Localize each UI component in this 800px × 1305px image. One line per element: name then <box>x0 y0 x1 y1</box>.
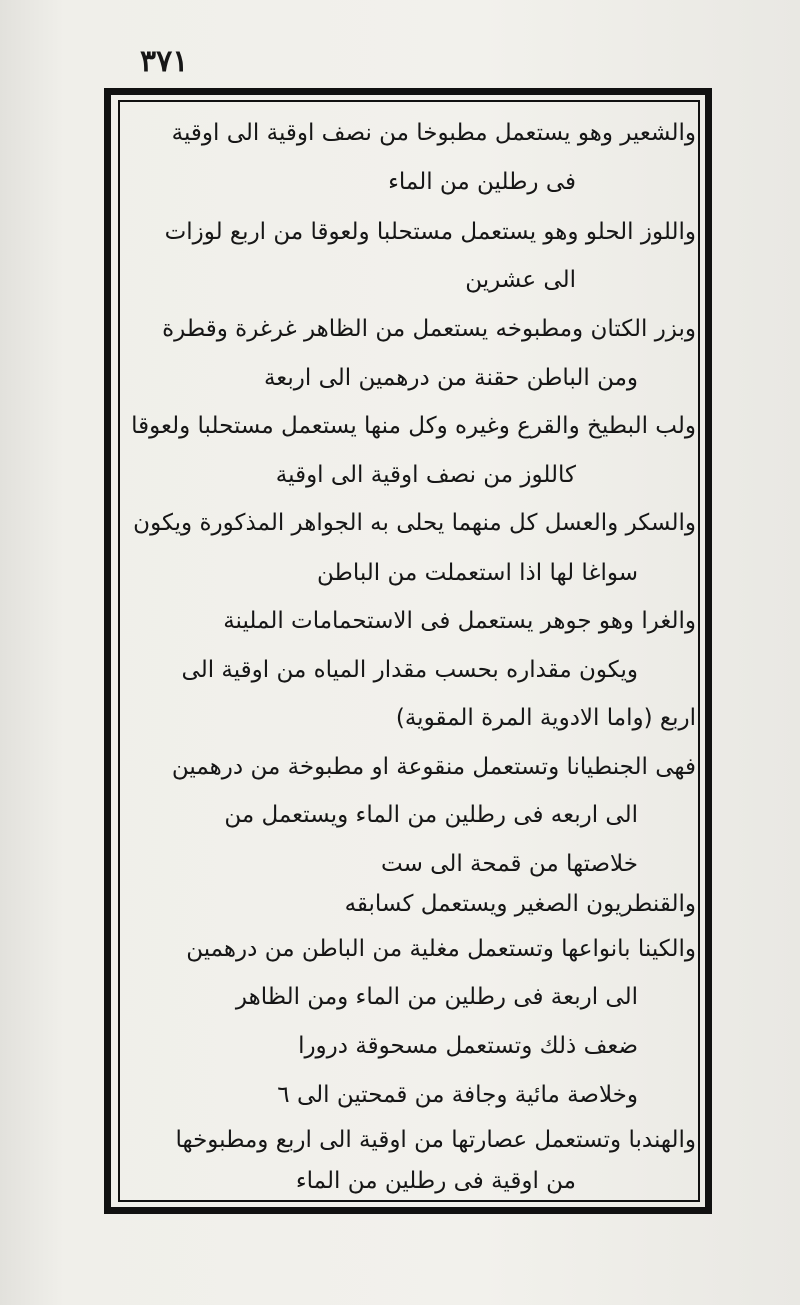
text-line: الى عشرين <box>465 267 576 293</box>
text-line: سواغا لها اذا استعملت من الباطن <box>317 560 638 586</box>
text-line: ولب البطيخ والقرع وغيره وكل منها يستعمل مستحلبا ولعوقا <box>131 413 696 439</box>
text-line: وخلاصة مائية وجافة من قمحتين الى ٦ <box>277 1082 638 1108</box>
text-line: والهندبا وتستعمل عصارتها من اوقية الى اربع ومطبوخها <box>175 1127 696 1153</box>
page-number: ٣٧١ <box>140 44 189 79</box>
text-line: والشعير وهو يستعمل مطبوخا من نصف اوقية الى اوقية <box>171 120 696 146</box>
text-line: والكينا بانواعها وتستعمل مغلية من الباطن من درهمين <box>186 936 696 962</box>
text-line: الى اربعة فى رطلين من الماء ومن الظاهر <box>235 984 638 1010</box>
text-line: والقنطريون الصغير ويستعمل كسابقه <box>344 891 696 917</box>
text-line: الى اربعه فى رطلين من الماء ويستعمل من <box>224 802 638 828</box>
text-line: فهى الجنطيانا وتستعمل منقوعة او مطبوخة من درهمين <box>171 754 696 780</box>
text-line: واللوز الحلو وهو يستعمل مستحلبا ولعوقا من اربع لوزات <box>164 219 696 245</box>
text-line: من اوقية فى رطلين من الماء <box>295 1168 576 1194</box>
text-line: وبزر الكتان ومطبوخه يستعمل من الظاهر غرغرة وقطرة <box>162 316 696 342</box>
text-line: كاللوز من نصف اوقية الى اوقية <box>275 462 576 488</box>
text-line: ويكون مقداره بحسب مقدار المياه من اوقية الى <box>181 657 638 683</box>
text-line: والسكر والعسل كل منهما يحلى به الجواهر المذكورة ويكون <box>133 510 696 536</box>
text-line: فى رطلين من الماء <box>388 169 576 195</box>
text-line: خلاصتها من قمحة الى ست <box>381 851 638 877</box>
text-line: اربع (واما الادوية المرة المقوية) <box>395 705 696 731</box>
body-text <box>122 108 696 1198</box>
text-line: والغرا وهو جوهر يستعمل فى الاستحمامات الملينة <box>223 608 696 634</box>
text-line: ضعف ذلك وتستعمل مسحوقة درورا <box>298 1033 638 1059</box>
text-line: ومن الباطن حقنة من درهمين الى اربعة <box>263 365 638 391</box>
